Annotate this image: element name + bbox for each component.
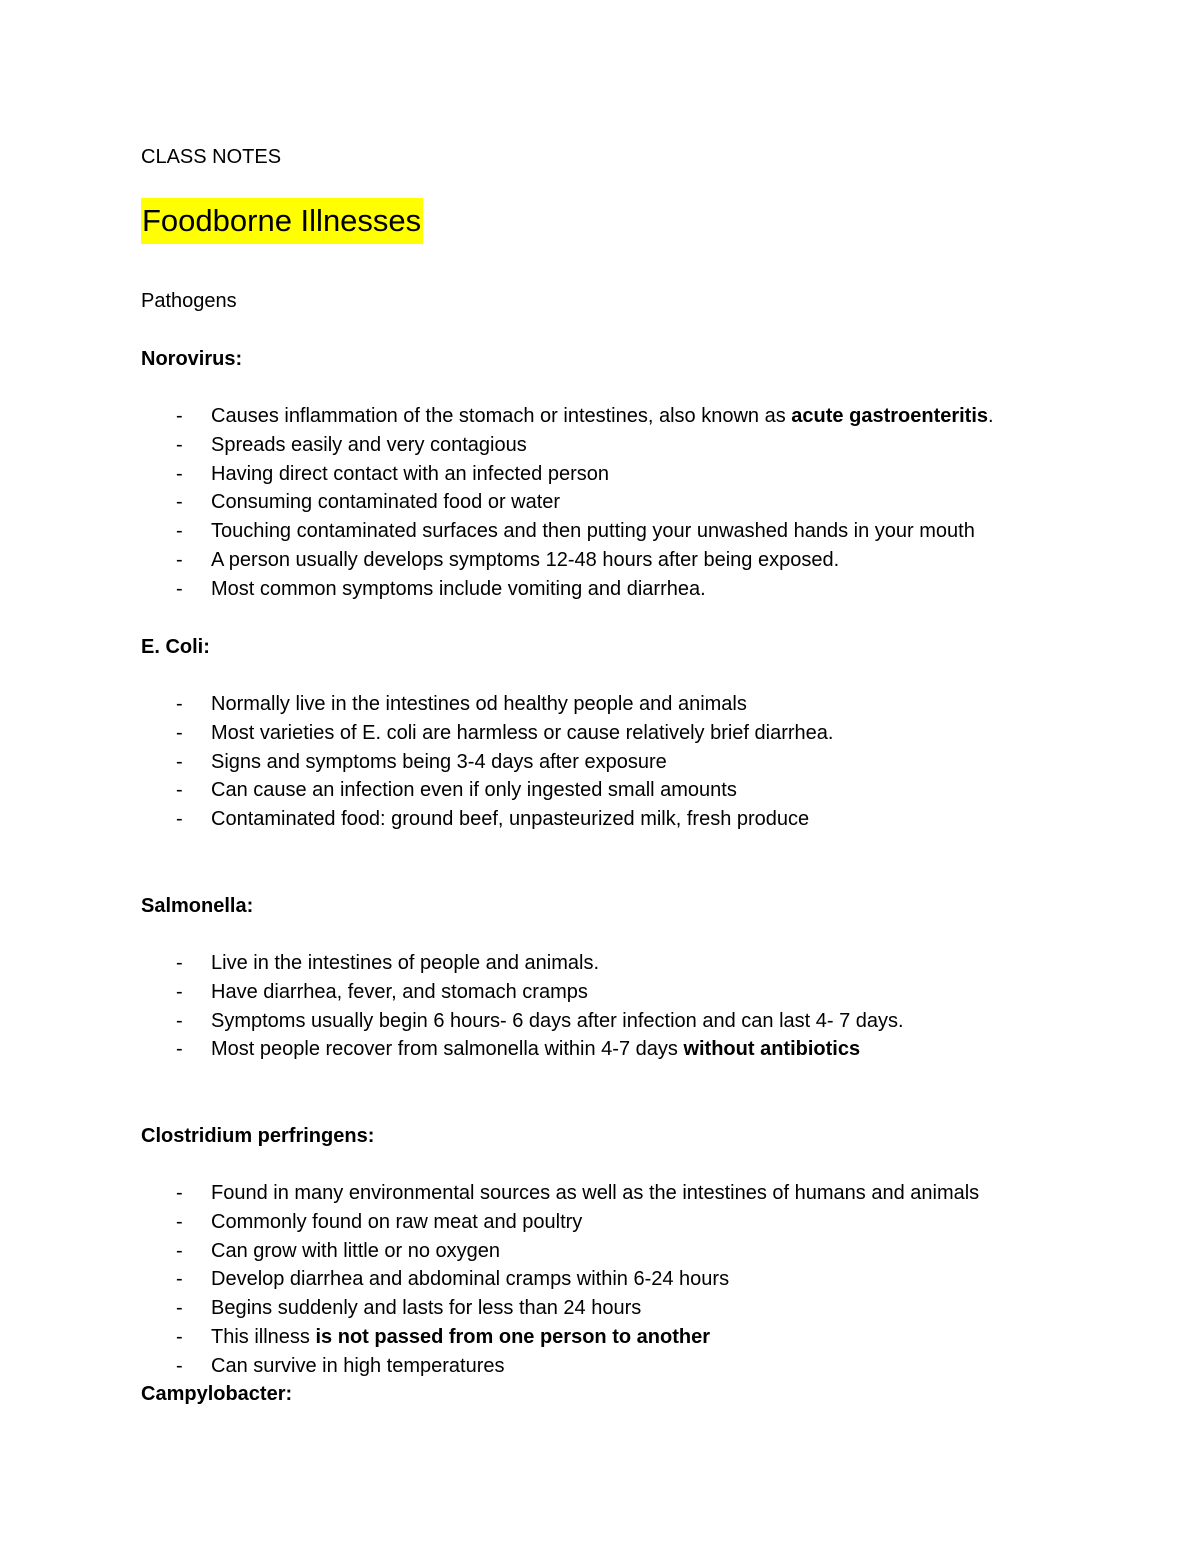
- bullet-dash: -: [176, 1210, 183, 1233]
- bullet-text: Causes inflammation of the stomach or intestines, also known as acute gastroenteritis.: [211, 405, 994, 427]
- bullet-dash: -: [176, 1297, 183, 1319]
- section-heading-e-coli: E. Coli:: [141, 636, 210, 658]
- section-heading-norovirus: Norovirus:: [141, 348, 243, 370]
- emphasis: is not passed from one person to another: [315, 1325, 710, 1348]
- bullet-dash: -: [176, 808, 183, 830]
- bullet-dash: -: [176, 1009, 183, 1032]
- bullet-dash: -: [176, 779, 183, 802]
- bullet-text: Commonly found on raw meat and poultry: [211, 1210, 583, 1233]
- bullet-dash: -: [176, 721, 183, 744]
- bullet-text: Develop diarrhea and abdominal cramps within 6-24 hours: [211, 1268, 730, 1291]
- emphasis: acute gastroenteritis: [791, 405, 989, 427]
- section-heading-salmonella: Salmonella:: [141, 895, 254, 917]
- bullet-text: Can grow with little or no oxygen: [211, 1239, 501, 1262]
- emphasis: without antibiotics: [683, 1038, 861, 1061]
- bullet-dash: -: [176, 693, 183, 715]
- bullet-text: Having direct contact with an infected person: [211, 462, 609, 485]
- bullet-dash: -: [176, 750, 183, 773]
- bullet-text: A person usually develops symptoms 12-48 hours after being exposed.: [211, 548, 840, 571]
- bullet-dash: -: [176, 548, 183, 571]
- bullet-text: Signs and symptoms being 3-4 days after exposure: [211, 750, 667, 773]
- bullet-dash: -: [176, 1354, 183, 1377]
- bullet-dash: -: [176, 1038, 183, 1061]
- bullet-dash: -: [176, 1325, 183, 1348]
- bullet-text: Consuming contaminated food or water: [211, 491, 561, 514]
- bullet-dash: -: [176, 980, 183, 1003]
- bullet-text: Can survive in high temperatures: [211, 1354, 505, 1377]
- class-notes-label: CLASS NOTES: [141, 146, 282, 168]
- bullet-text: Contaminated food: ground beef, unpasteurized milk, fresh produce: [211, 808, 810, 830]
- bullet-text: Normally live in the intestines od healthy people and animals: [211, 693, 747, 715]
- pathogens-subtitle: Pathogens: [141, 290, 237, 312]
- bullet-text: Spreads easily and very contagious: [211, 433, 527, 456]
- bullet-dash: -: [176, 491, 183, 514]
- bullet-dash: -: [176, 1268, 183, 1291]
- section-heading-clostridium-perfringens: Clostridium perfringens:: [141, 1125, 375, 1147]
- bullet-text: Symptoms usually begin 6 hours- 6 days after infection and can last 4- 7 days.: [211, 1009, 904, 1032]
- bullet-text: Most common symptoms include vomiting and diarrhea.: [211, 577, 706, 600]
- bullet-dash: -: [176, 577, 183, 600]
- bullet-text: Touching contaminated surfaces and then putting your unwashed hands in your mouth: [211, 520, 975, 542]
- bullet-text: Found in many environmental sources as well as the intestines of humans and animals: [211, 1182, 980, 1204]
- bullet-dash: -: [176, 433, 183, 456]
- bullet-dash: -: [176, 1239, 183, 1262]
- bullet-dash: -: [176, 405, 183, 427]
- bullet-text: Begins suddenly and lasts for less than 24 hours: [211, 1297, 642, 1319]
- bullet-text: Most people recover from salmonella within 4-7 days without antibiotics: [211, 1038, 861, 1061]
- page-title: Foodborne Illnesses: [141, 198, 423, 244]
- bullet-text: Have diarrhea, fever, and stomach cramps: [211, 980, 588, 1003]
- bullet-text: This illness is not passed from one person to another: [211, 1325, 710, 1348]
- bullet-dash: -: [176, 520, 183, 542]
- section-heading-campylobacter: Campylobacter:: [141, 1383, 293, 1405]
- bullet-text: Can cause an infection even if only ingested small amounts: [211, 779, 737, 802]
- bullet-dash: -: [176, 952, 183, 974]
- bullet-text: Live in the intestines of people and animals.: [211, 952, 600, 974]
- bullet-dash: -: [176, 1182, 183, 1204]
- bullet-dash: -: [176, 462, 183, 485]
- bullet-text: Most varieties of E. coli are harmless or cause relatively brief diarrhea.: [211, 721, 834, 744]
